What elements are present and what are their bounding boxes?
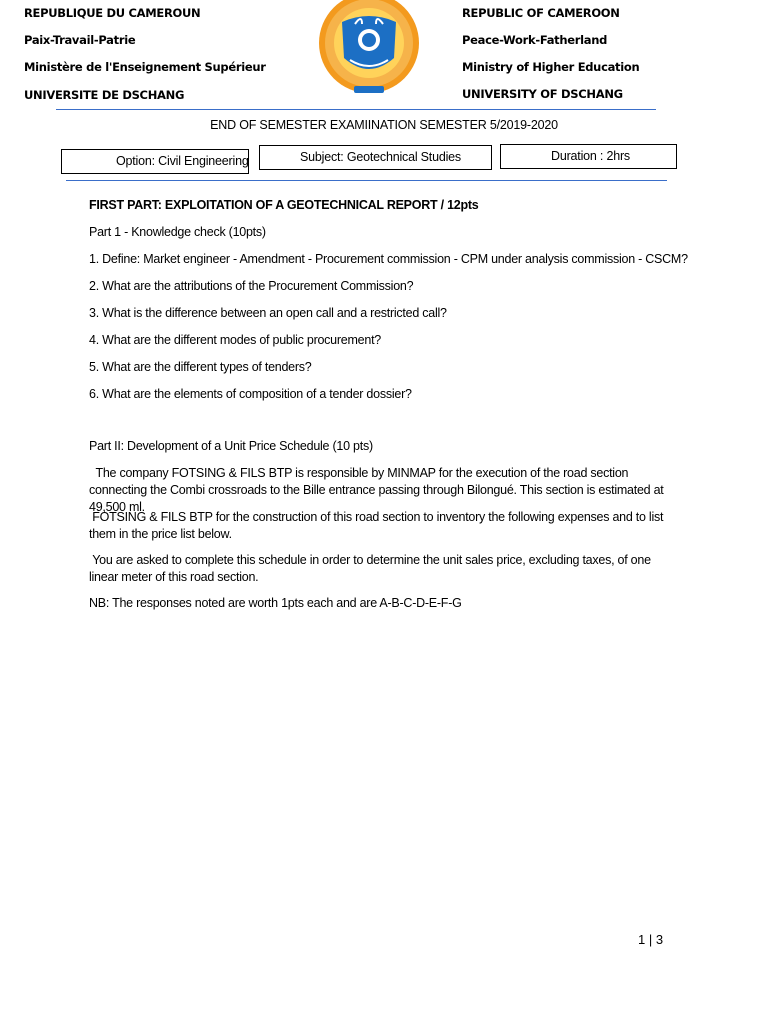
exam-title: END OF SEMESTER EXAMIINATION SEMESTER 5/2019-2020: [210, 118, 558, 132]
header-en-line-1: REPUBLIC OF CAMEROON: [462, 6, 620, 20]
subject-label: Subject: Geotechnical Studies: [300, 150, 461, 164]
header-fr-line-3: Ministère de l'Enseignement Supérieur: [24, 60, 266, 74]
nb-note: NB: The responses noted are worth 1pts each and are A-B-C-D-E-F-G: [89, 596, 462, 610]
university-seal-icon: [318, 0, 420, 96]
question-6: 6. What are the elements of composition of a tender dossier?: [89, 387, 412, 401]
page-number: 1 | 3: [638, 932, 664, 947]
paragraph-1: The company FOTSING & FILS BTP is responsible by MINMAP for the execution of the road section connecting the Combi crossroads to the Bille entrance passing through Bilongué. This section is estimated at 49,500 ml.: [89, 466, 667, 514]
boxes-divider: [66, 180, 667, 181]
header-fr-line-1: REPUBLIQUE DU CAMEROUN: [24, 6, 201, 20]
question-3: 3. What is the difference between an open call and a restricted call?: [89, 306, 447, 320]
option-box: [61, 149, 249, 174]
question-2: 2. What are the attributions of the Procurement Commission?: [89, 279, 414, 293]
duration-box: [500, 144, 677, 169]
header-fr-line-4: UNIVERSITE DE DSCHANG: [24, 88, 185, 102]
subject-box: [259, 145, 492, 170]
part2-title: Part II: Development of a Unit Price Schedule (10 pts): [89, 439, 373, 453]
paragraph-2: FOTSING & FILS BTP for the construction of this road section to inventory the following expenses and to list them in the price list below.: [89, 510, 667, 541]
header-en-line-2: Peace-Work-Fatherland: [462, 33, 608, 47]
header-fr-line-2: Paix-Travail-Patrie: [24, 33, 136, 47]
header-divider: [56, 109, 656, 110]
option-label: Option: Civil Engineering: [116, 154, 249, 168]
part1-title: Part 1 - Knowledge check (10pts): [89, 225, 266, 239]
part-heading: FIRST PART: EXPLOITATION OF A GEOTECHNICAL REPORT / 12pts: [89, 198, 479, 212]
header-en-line-3: Ministry of Higher Education: [462, 60, 640, 74]
question-1: 1. Define: Market engineer - Amendment - Procurement commission - CPM under analysis commission - CSCM?: [89, 252, 688, 266]
question-4: 4. What are the different modes of public procurement?: [89, 333, 381, 347]
paragraph-3: You are asked to complete this schedule in order to determine the unit sales price, excluding taxes, of one linear meter of this road section.: [89, 553, 655, 584]
header-en-line-4: UNIVERSITY OF DSCHANG: [462, 87, 623, 101]
question-5: 5. What are the different types of tenders?: [89, 360, 312, 374]
duration-label: Duration : 2hrs: [551, 149, 630, 163]
